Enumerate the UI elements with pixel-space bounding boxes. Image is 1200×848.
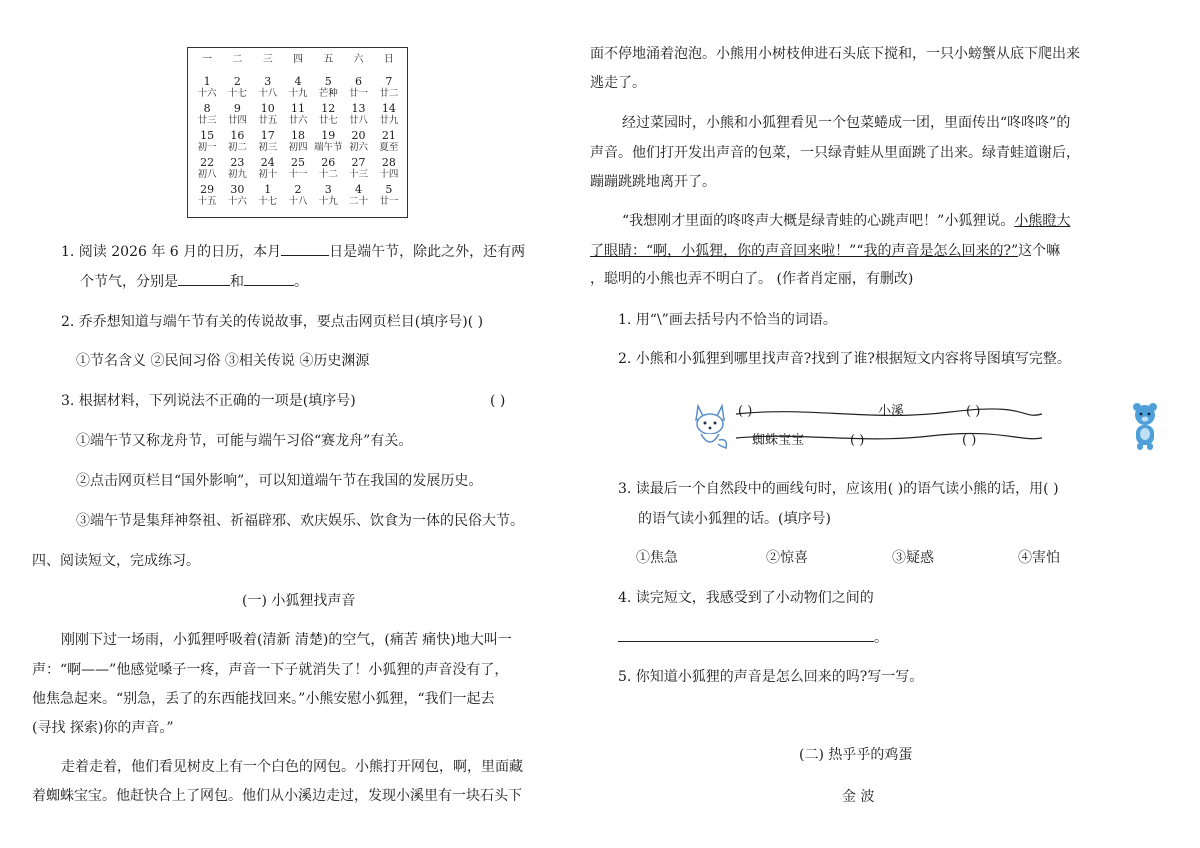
calendar-weekday: 四 — [292, 54, 303, 65]
calendar-lunar-date: 廿五 — [258, 115, 278, 126]
calendar-grid — [192, 54, 404, 211]
calendar-day — [343, 103, 373, 130]
calendar-day-number: 4 — [355, 183, 363, 196]
question-3-option-2: ②点击网页栏目“国外影响”，可以知道端午节在我国的发展历史。 — [76, 473, 483, 489]
calendar-day-number: 26 — [321, 156, 336, 169]
calendar-day-number: 11 — [290, 102, 305, 115]
story-1-p2-line3: 面不停地涌着泡泡。小熊用小树枝伸进石头底下搅和，一只小螃蟹从底下爬出来 — [590, 46, 1080, 62]
calendar-day — [374, 76, 404, 103]
calendar-week-row — [192, 184, 404, 211]
calendar-lunar-date: 十八 — [288, 196, 308, 207]
bear-icon — [1130, 400, 1160, 452]
question-3: 3. 根据材料，下列说法不正确的一项是(填序号) — [61, 393, 356, 409]
calendar-week-row — [192, 76, 404, 103]
question-1-line2 — [80, 271, 308, 292]
question-3-option-1: ①端午节又称龙舟节，可能与端午习俗“赛龙舟”有关。 — [76, 433, 413, 449]
calendar-weekday: 一 — [202, 54, 213, 65]
mind-map-blank-1[interactable]: ( ) — [738, 404, 753, 419]
calendar-lunar-date: 初一 — [197, 142, 217, 153]
calendar-lunar-date: 十九 — [288, 88, 308, 99]
question-4-answer-line — [618, 627, 888, 648]
calendar-day-number: 17 — [260, 129, 275, 142]
calendar-day — [283, 103, 313, 130]
calendar-day-number: 5 — [324, 75, 332, 88]
story-1-p1-line4: (寻找 探索)你的声音。” — [32, 720, 174, 736]
calendar-day — [283, 130, 313, 157]
q3-option-1: ①焦急 — [636, 550, 678, 566]
calendar-day-number: 5 — [385, 183, 393, 196]
calendar-day — [283, 157, 313, 184]
calendar-week-row — [192, 103, 404, 130]
p4-underlined-b: 了眼睛：“啊，小狐狸，你的声音回来啦！”“我的声音是怎么回来的?” — [590, 243, 1019, 259]
q1-blank-3[interactable] — [244, 271, 294, 286]
calendar-day — [222, 103, 252, 130]
calendar-day — [222, 157, 252, 184]
calendar-week-row — [192, 157, 404, 184]
calendar-weekday-header — [192, 54, 404, 76]
calendar-day-number: 7 — [385, 75, 393, 88]
story-1-p4-line1 — [622, 211, 1070, 231]
calendar-day — [343, 157, 373, 184]
calendar-lunar-date: 初六 — [349, 142, 369, 153]
question-3-option-3: ③端午节是集拜神祭祖、祈福辟邪、欢庆娱乐、饮食为一体的民俗大节。 — [76, 513, 524, 529]
calendar-day — [253, 184, 283, 211]
calendar-lunar-date: 端午节 — [314, 142, 343, 153]
q1-text-d: 和 — [230, 274, 244, 290]
calendar-day-number: 3 — [264, 75, 272, 88]
calendar-day-number: 23 — [230, 156, 245, 169]
story-1-p1-line2: 声：“啊——”他感觉嗓子一疼，声音一下子就消失了！小狐狸的声音没有了， — [32, 662, 509, 678]
q1-blank-2[interactable] — [178, 271, 230, 286]
story-1-p3-line2: 声音。他们打开发出声音的包菜，一只绿青蛙从里面跳了出来。绿青蛙道谢后， — [590, 145, 1080, 161]
calendar-lunar-date: 十六 — [227, 196, 247, 207]
calendar-weekday: 六 — [353, 54, 364, 65]
q4-answer-blank[interactable] — [618, 627, 874, 642]
question-3-answer-paren[interactable]: ( ) — [490, 393, 506, 409]
p4-text-a: “我想刚才里面的咚咚声大概是绿青蛙的心跳声吧！”小狐狸说。 — [622, 213, 1015, 229]
calendar-day — [283, 76, 313, 103]
story-2-title: (二) 热乎乎的鸡蛋 — [799, 747, 913, 763]
calendar-week-row — [192, 130, 404, 157]
calendar-day-number: 16 — [230, 129, 245, 142]
calendar-day — [253, 103, 283, 130]
calendar-day — [222, 130, 252, 157]
calendar-day — [192, 76, 222, 103]
calendar-weekday: 日 — [383, 54, 394, 65]
calendar-day-number: 2 — [294, 183, 302, 196]
calendar-lunar-date: 初四 — [288, 142, 308, 153]
calendar-day-number: 4 — [294, 75, 302, 88]
calendar-day — [313, 157, 343, 184]
calendar-lunar-date: 十三 — [349, 169, 369, 180]
calendar-day-number: 18 — [290, 129, 305, 142]
calendar-day — [313, 76, 343, 103]
calendar-day — [374, 157, 404, 184]
calendar-day — [374, 130, 404, 157]
story-1-p2-line2: 着蜘蛛宝宝。他赶快合上了网包。他们从小溪边走过，发现小溪里有一块石头下 — [32, 788, 522, 804]
calendar-day — [343, 130, 373, 157]
p4-text-d: 这个嘛 — [1018, 243, 1061, 259]
calendar-lunar-date: 初三 — [258, 142, 278, 153]
calendar-day-number: 10 — [260, 102, 275, 115]
calendar-day — [313, 184, 343, 211]
calendar-lunar-date: 十六 — [197, 88, 217, 99]
story-1-title: (一) 小狐狸找声音 — [242, 593, 356, 609]
calendar-day-number: 6 — [355, 75, 363, 88]
calendar-day-number: 12 — [321, 102, 336, 115]
question-1 — [61, 241, 525, 262]
calendar-lunar-date: 芒种 — [318, 88, 338, 99]
calendar-june-2026 — [187, 47, 408, 218]
calendar-lunar-date: 十七 — [227, 88, 247, 99]
mind-map-stream-label: 小溪 — [878, 404, 905, 419]
question-2-options: ①节名含义 ②民间习俗 ③相关传说 ④历史渊源 — [76, 353, 370, 369]
calendar-day — [222, 76, 252, 103]
calendar-lunar-date: 夏至 — [379, 142, 399, 153]
story-2-author: 金 波 — [842, 789, 875, 805]
story-1-question-3: 3. 读最后一个自然段中的画线句时，应该用( )的语气读小熊的话，用( ) — [618, 481, 1059, 497]
calendar-lunar-date: 二十 — [349, 196, 369, 207]
calendar-day-number: 1 — [203, 75, 211, 88]
calendar-lunar-date: 廿六 — [288, 115, 308, 126]
calendar-day — [313, 130, 343, 157]
calendar-day-number: 20 — [351, 129, 366, 142]
calendar-day-number: 15 — [200, 129, 215, 142]
q3-option-2: ②惊喜 — [766, 550, 808, 566]
calendar-day-number: 13 — [351, 102, 366, 115]
q1-text-c: 个节气，分别是 — [80, 274, 178, 290]
calendar-lunar-date: 十九 — [318, 196, 338, 207]
calendar-day — [253, 157, 283, 184]
calendar-day-number: 9 — [233, 102, 241, 115]
calendar-day — [192, 157, 222, 184]
story-1-p4-line3: ，聪明的小熊也弄不明白了。 (作者肖定丽，有删改) — [590, 271, 914, 287]
calendar-day — [374, 103, 404, 130]
calendar-weekday: 二 — [232, 54, 243, 65]
calendar-lunar-date: 十四 — [379, 169, 399, 180]
calendar-weekday: 三 — [262, 54, 273, 65]
mind-map-blank-3[interactable]: ( ) — [850, 433, 865, 448]
calendar-lunar-date: 廿一 — [349, 88, 369, 99]
calendar-day-number: 28 — [381, 156, 396, 169]
calendar-lunar-date: 十一 — [288, 169, 308, 180]
q1-text-a: 1. 阅读 2026 年 6 月的日历，本月 — [61, 244, 282, 260]
calendar-day — [253, 76, 283, 103]
story-1-p3-line1: 经过菜园时，小熊和小狐狸看见一个包菜蜷成一团，里面传出“咚咚咚”的 — [622, 115, 1071, 131]
calendar-lunar-date: 廿四 — [227, 115, 247, 126]
calendar-lunar-date: 十二 — [318, 169, 338, 180]
calendar-day — [253, 130, 283, 157]
story-1-question-2: 2. 小熊和小狐狸到哪里找声音?找到了谁?根据短文内容将导图填写完整。 — [618, 351, 1071, 367]
story-1-p1-line1: 刚刚下过一场雨，小狐狸呼吸着(清新 清楚)的空气，(痛苦 痛快)地大叫一 — [61, 632, 512, 648]
story-1-question-1: 1. 用“\”画去括号内不恰当的词语。 — [618, 312, 837, 328]
calendar-lunar-date: 十八 — [258, 88, 278, 99]
fox-icon — [690, 402, 730, 452]
calendar-lunar-date: 初二 — [227, 142, 247, 153]
q3-option-3: ③疑惑 — [892, 550, 934, 566]
calendar-day-number: 1 — [264, 183, 272, 196]
calendar-day-number: 27 — [351, 156, 366, 169]
calendar-day — [313, 103, 343, 130]
calendar-day — [222, 184, 252, 211]
mind-map-blank-2[interactable]: ( ) — [966, 404, 981, 419]
mind-map-spider-label: 蜘蛛宝宝 — [752, 433, 805, 448]
calendar-lunar-date: 初八 — [197, 169, 217, 180]
calendar-lunar-date: 廿二 — [379, 88, 399, 99]
calendar-lunar-date: 十五 — [197, 196, 217, 207]
story-1-p2-line1: 走着走着，他们看见树皮上有一个白色的网包。小熊打开网包，啊，里面藏 — [61, 759, 523, 775]
calendar-day-number: 30 — [230, 183, 245, 196]
calendar-day — [192, 103, 222, 130]
left-column — [0, 0, 590, 848]
section-4-heading: 四、阅读短文，完成练习。 — [32, 553, 200, 569]
calendar-day-number: 2 — [233, 75, 241, 88]
calendar-day-number: 8 — [203, 102, 211, 115]
q1-text-e: 。 — [294, 274, 308, 290]
calendar-day — [343, 184, 373, 211]
calendar-lunar-date: 廿八 — [349, 115, 369, 126]
calendar-lunar-date: 初十 — [258, 169, 278, 180]
q4-period: 。 — [874, 630, 888, 646]
calendar-lunar-date: 初九 — [227, 169, 247, 180]
calendar-day — [343, 76, 373, 103]
calendar-day — [283, 184, 313, 211]
calendar-day-number: 25 — [290, 156, 305, 169]
story-1-p2-line4: 逃走了。 — [590, 75, 646, 91]
calendar-day-number: 29 — [200, 183, 215, 196]
calendar-weekday: 五 — [323, 54, 334, 65]
q1-blank-1[interactable] — [281, 241, 329, 256]
question-2: 2. 乔乔想知道与端午节有关的传说故事，要点击网页栏目(填序号)( ) — [61, 314, 484, 330]
mind-map-blank-4[interactable]: ( ) — [962, 433, 977, 448]
story-1-question-4: 4. 读完短文，我感受到了小动物们之间的 — [618, 590, 874, 606]
calendar-day-number: 21 — [381, 129, 396, 142]
calendar-day — [192, 130, 222, 157]
q1-text-b: 日是端午节，除此之外，还有两 — [329, 244, 526, 260]
calendar-lunar-date: 廿九 — [379, 115, 399, 126]
calendar-day — [374, 184, 404, 211]
story-1-p1-line3: 他焦急起来。“别急，丢了的东西能找回来。”小熊安慰小狐狸，“我们一起去 — [32, 691, 495, 707]
story-1-p4-line2 — [590, 241, 1060, 261]
calendar-day-number: 3 — [324, 183, 332, 196]
calendar-lunar-date: 廿三 — [197, 115, 217, 126]
calendar-day-number: 14 — [381, 102, 396, 115]
calendar-day-number: 22 — [200, 156, 215, 169]
calendar-day-number: 24 — [260, 156, 275, 169]
story-1-p3-line3: 蹦蹦跳跳地离开了。 — [590, 174, 716, 190]
calendar-day — [192, 184, 222, 211]
mind-map — [690, 398, 1150, 454]
calendar-day-number: 19 — [321, 129, 336, 142]
story-1-question-5: 5. 你知道小狐狸的声音是怎么回来的吗?写一写。 — [618, 669, 924, 685]
calendar-lunar-date: 十七 — [258, 196, 278, 207]
calendar-lunar-date: 廿一 — [379, 196, 399, 207]
calendar-lunar-date: 廿七 — [318, 115, 338, 126]
p4-underlined-a: 小熊瞪大 — [1014, 213, 1071, 229]
story-1-question-3-line2: 的语气读小狐狸的话。(填序号) — [638, 511, 831, 527]
right-column — [590, 0, 1200, 848]
q3-option-4: ④害怕 — [1018, 550, 1060, 566]
